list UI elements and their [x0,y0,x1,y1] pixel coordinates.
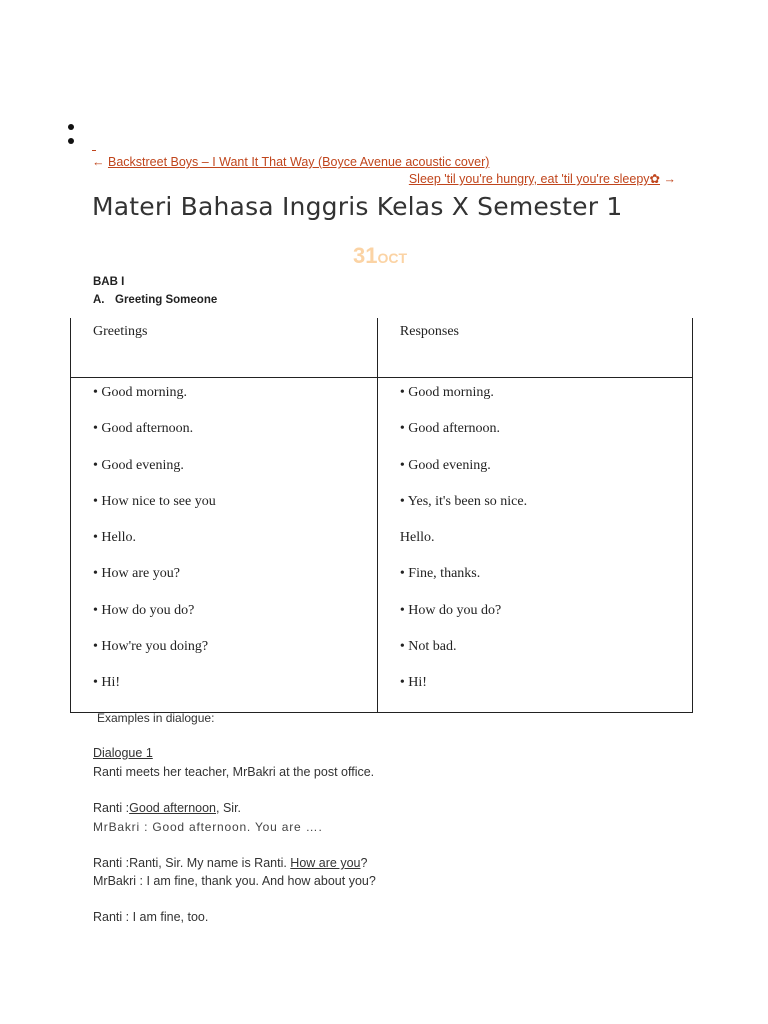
response-item: • How do you do? [399,602,502,618]
empty-link[interactable] [92,150,96,151]
left-arrow-icon: ← [92,155,105,169]
response-item: • Fine, thanks. [399,566,481,582]
prev-post-link[interactable] [92,155,489,169]
response-item: • Good evening. [399,457,491,473]
date-day: 31 [353,243,378,268]
greeting-item: • How nice to see you [93,493,216,509]
dialogue-text: Ranti :Ranti, Sir. My name is Ranti. [93,856,291,870]
dialogue-line [93,801,241,815]
dialogue-link[interactable]: Good afternoon [129,801,217,815]
date-month: OCT [377,250,408,266]
dialogue-context: Ranti meets her teacher, MrBakri at the post office. [93,765,375,779]
right-arrow-icon: → [663,172,676,186]
bullet-list [68,124,74,152]
response-item: Hello. [399,530,435,546]
section-title: Greeting Someone [115,294,218,306]
greeting-item: • How do you do? [93,602,195,618]
bullet-dot [68,138,74,144]
dialogue-line [93,856,367,870]
greeting-item: • Good afternoon. [93,421,194,437]
bullet-dot [68,124,74,130]
dialogue-line: MrBakri : I am fine, thank you. And how about you? [93,874,376,888]
response-item: • Yes, it's been so nice. [399,493,528,509]
next-post-label[interactable]: Sleep 'til you're hungry, eat 'til you're sleepy✿ [408,172,661,186]
greeting-item: • Hello. [93,530,137,546]
dialogue-text: , Sir. [216,801,242,815]
table-header-row [71,318,693,378]
dialogue-line: MrBakri : Good afternoon. You are …. [93,820,323,834]
responses-header: Responses [377,318,692,378]
greeting-item: • Good morning. [93,385,187,400]
responses-cell [377,378,692,713]
examples-intro: Examples in dialogue: [97,711,215,725]
greeting-item: • How are you? [93,566,180,582]
table-row [71,378,693,713]
section-number: A. [93,294,105,306]
dialogue-line: Ranti : I am fine, too. [93,910,209,924]
greeting-item: • Hi! [93,675,121,691]
dialogue-text: ? [360,856,368,870]
response-item: • Not bad. [399,639,457,655]
greetings-cell [71,378,378,713]
response-item: • Good morning. [399,385,494,400]
greetings-header: Greetings [71,318,378,378]
post-date [353,243,407,269]
response-item: • Good afternoon. [399,421,501,437]
post-title: Materi Bahasa Inggris Kelas X Semester 1 [92,192,623,221]
greeting-item: • Good evening. [93,457,184,473]
speaker-label: Ranti : [93,801,130,815]
greeting-item: • How're you doing? [93,639,209,655]
chapter-heading: BAB I [93,276,125,288]
greetings-table [70,318,693,713]
dialogue-link[interactable]: How are you [290,856,361,870]
dialogue-title: Dialogue 1 [93,746,153,760]
prev-post-label[interactable]: Backstreet Boys – I Want It That Way (Boyce Avenue acoustic cover) [107,155,490,169]
section-heading [93,294,217,306]
response-item: • Hi! [399,675,427,691]
next-post-link[interactable] [409,171,676,186]
